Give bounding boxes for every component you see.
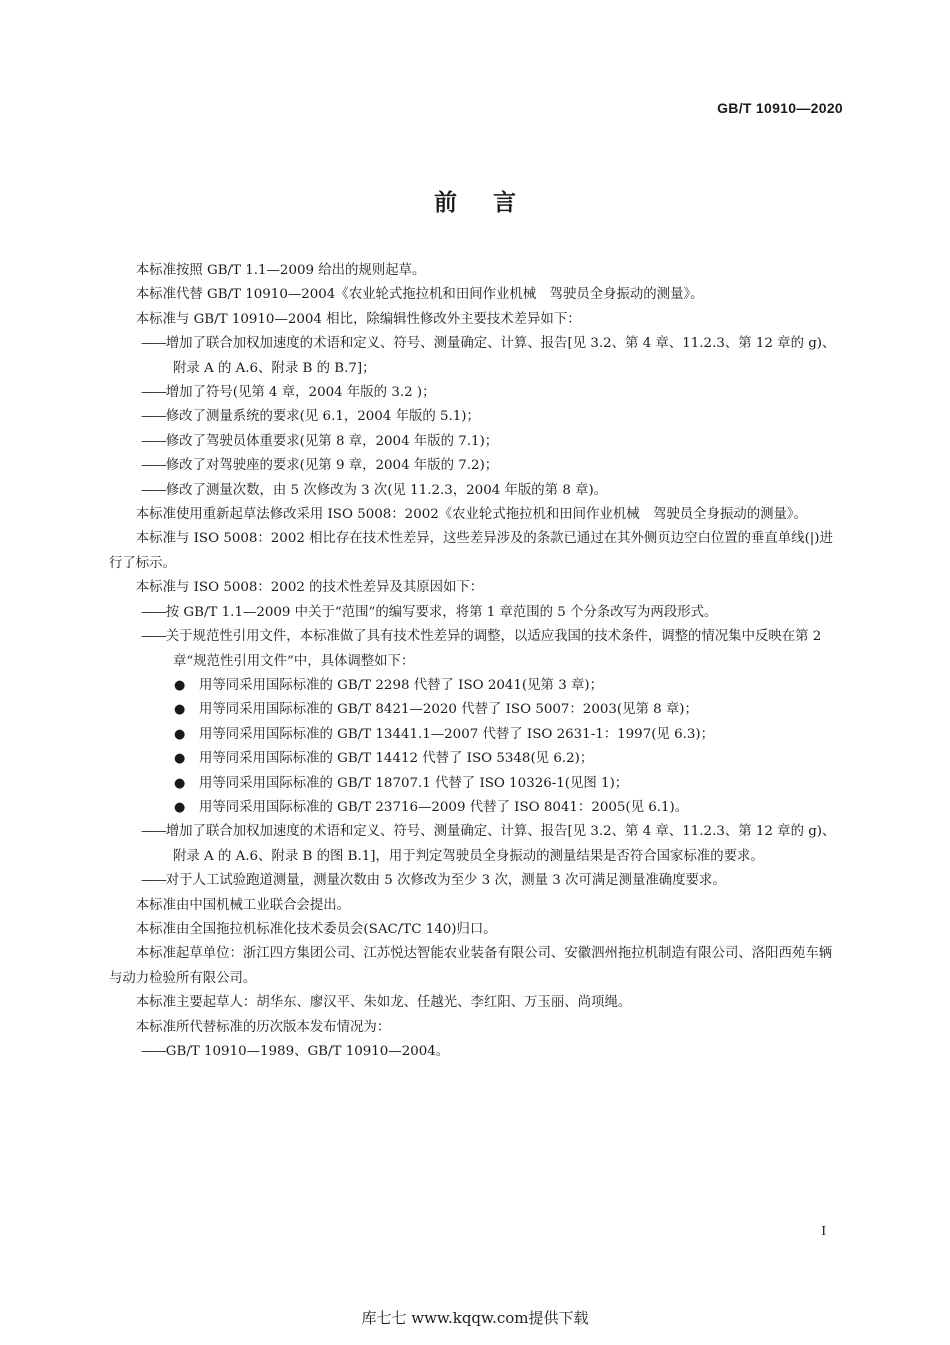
dash-item-text: 修改了测量系统的要求(见 6.1，2004 年版的 5.1)； <box>165 409 480 425</box>
dash-item-text: 增加了联合加权加速度的术语和定义、符号、测量确定、计算、报告[见 3.2、第 4 章、11.2.3、第 12 章的 g)、附录 A 的 A.6、附录 B 的图 B.1]，用于判定驾驶员全身振动的测量结果是否符合国家标准的要求。 <box>165 824 836 864</box>
paragraph-text: 本标准代替 GB/T 10910—2004《农业轮式拖拉机和田间作业机械 驾驶员全身振动的测量》。 <box>135 287 704 303</box>
dash-list-item <box>109 454 843 478</box>
bullet-icon: ● <box>174 799 186 815</box>
page-title: 前言 <box>434 190 552 216</box>
dash-marker: —— <box>141 873 166 889</box>
dash-list-item <box>109 601 843 625</box>
dash-item-text: 增加了符号(见第 4 章，2004 年版的 3.2 )； <box>165 385 436 401</box>
bullet-list-item <box>109 747 843 771</box>
paragraph-text: 本标准与 ISO 5008：2002 相比存在技术性差异，这些差异涉及的条款已通过在其外侧页边空白位置的垂直单线(|)进行了标示。 <box>109 531 833 571</box>
paragraph <box>109 283 843 307</box>
dash-list-item <box>109 332 843 381</box>
dash-marker: —— <box>141 458 166 474</box>
dash-marker: —— <box>141 385 166 401</box>
bullet-list-item <box>109 698 843 722</box>
dash-marker: —— <box>141 824 166 840</box>
dash-marker: —— <box>141 604 166 620</box>
paragraph-text: 本标准使用重新起草法修改采用 ISO 5008：2002《农业轮式拖拉机和田间作业机械 驾驶员全身振动的测量》。 <box>135 507 808 523</box>
dash-marker: —— <box>141 336 166 352</box>
paragraph-text: 本标准主要起草人：胡华东、廖汉平、朱如龙、任越光、李红阳、万玉丽、尚项绳。 <box>135 995 632 1011</box>
dash-list-item <box>109 405 843 429</box>
paragraph <box>109 918 843 942</box>
bullet-item-text: 用等同采用国际标准的 GB/T 13441.1—2007 代替了 ISO 2631-1：1997(见 6.3)； <box>199 726 714 742</box>
bullet-list-item <box>109 723 843 747</box>
paragraph <box>109 1016 843 1040</box>
paragraph-text: 本标准所代替标准的历次版本发布情况为： <box>135 1019 391 1035</box>
dash-marker: —— <box>141 629 166 645</box>
dash-list-item <box>109 381 843 405</box>
dash-list-item <box>109 820 843 869</box>
paragraph-text: 本标准由全国拖拉机标准化技术委员会(SAC/TC 140)归口。 <box>135 921 497 937</box>
paragraph <box>109 576 843 600</box>
paragraph-text: 本标准按照 GB/T 1.1—2009 给出的规则起草。 <box>135 263 426 278</box>
dash-marker: —— <box>141 409 166 425</box>
dash-list-item <box>109 479 843 503</box>
paragraph-text: 本标准起草单位：浙江四方集团公司、江苏悦达智能农业装备有限公司、安徽泗州拖拉机制造有限公司、洛阳西苑车辆与动力检验所有限公司。 <box>109 946 833 986</box>
download-footer: 库七七 www.kqqw.com提供下载 <box>361 1309 589 1327</box>
dash-item-text: 修改了测量次数，由 5 次修改为 3 次(见 11.2.3，2004 年版的第 8 章)。 <box>165 482 608 498</box>
dash-item-text: 关于规范性引用文件，本标准做了具有技术性差异的调整，以适应我国的技术条件，调整的情况集中反映在第 2 章“规范性引用文件”中，具体调整如下： <box>165 629 822 669</box>
paragraph <box>109 308 843 332</box>
bullet-icon: ● <box>174 751 186 767</box>
bullet-list-item <box>109 674 843 698</box>
standard-code: GB/T 10910—2020 <box>717 100 843 116</box>
paragraph-text: 本标准与 GB/T 10910—2004 相比，除编辑性修改外主要技术差异如下： <box>135 311 581 327</box>
bullet-icon: ● <box>174 702 186 718</box>
bullet-item-text: 用等同采用国际标准的 GB/T 2298 代替了 ISO 2041(见第 3 章)； <box>199 677 603 693</box>
dash-marker: —— <box>141 482 166 498</box>
bullet-icon: ● <box>174 726 186 742</box>
bullet-list-item <box>109 796 843 820</box>
bullet-icon: ● <box>174 677 186 693</box>
bullet-item-text: 用等同采用国际标准的 GB/T 8421—2020 代替了 ISO 5007：2003(见第 8 章)； <box>199 702 698 718</box>
dash-list-item <box>109 430 843 454</box>
paragraph <box>109 259 843 283</box>
bullet-item-text: 用等同采用国际标准的 GB/T 23716—2009 代替了 ISO 8041：2005(见 6.1)。 <box>199 799 689 815</box>
paragraph-text: 本标准由中国机械工业联合会提出。 <box>135 897 351 913</box>
dash-item-text: 按 GB/T 1.1—2009 中关于“范围”的编写要求，将第 1 章范围的 5 个分条改写为两段形式。 <box>165 604 718 620</box>
dash-marker: —— <box>141 1044 166 1059</box>
dash-item-text: GB/T 10910—1989、GB/T 10910—2004。 <box>165 1044 450 1059</box>
dash-list-item <box>109 1040 843 1064</box>
bullet-item-text: 用等同采用国际标准的 GB/T 18707.1 代替了 ISO 10326-1(见图 1)； <box>199 775 629 791</box>
paragraph <box>109 894 843 918</box>
bullet-list-item <box>109 772 843 796</box>
paragraph <box>109 503 843 527</box>
dash-item-text: 修改了驾驶员体重要求(见第 8 章，2004 年版的 7.1)； <box>165 433 499 449</box>
dash-list-item <box>109 869 843 893</box>
page-number: I <box>821 1224 826 1239</box>
dash-item-text: 修改了对驾驶座的要求(见第 9 章，2004 年版的 7.2)； <box>165 458 499 474</box>
dash-marker: —— <box>141 433 166 449</box>
dash-list-item <box>109 625 843 674</box>
bullet-item-text: 用等同采用国际标准的 GB/T 14412 代替了 ISO 5348(见 6.2)； <box>199 751 594 767</box>
bullet-icon: ● <box>174 775 186 791</box>
paragraph-text: 本标准与 ISO 5008：2002 的技术性差异及其原因如下： <box>135 580 484 596</box>
paragraph <box>109 527 843 576</box>
dash-item-text: 对于人工试验跑道测量，测量次数由 5 次修改为至少 3 次，测量 3 次可满足测量准确度要求。 <box>165 873 726 889</box>
dash-item-text: 增加了联合加权加速度的术语和定义、符号、测量确定、计算、报告[见 3.2、第 4 章、11.2.3、第 12 章的 g)、附录 A 的 A.6、附录 B 的 B.7]； <box>165 336 836 376</box>
document-body <box>109 259 843 1064</box>
paragraph <box>109 991 843 1015</box>
paragraph <box>109 942 843 991</box>
